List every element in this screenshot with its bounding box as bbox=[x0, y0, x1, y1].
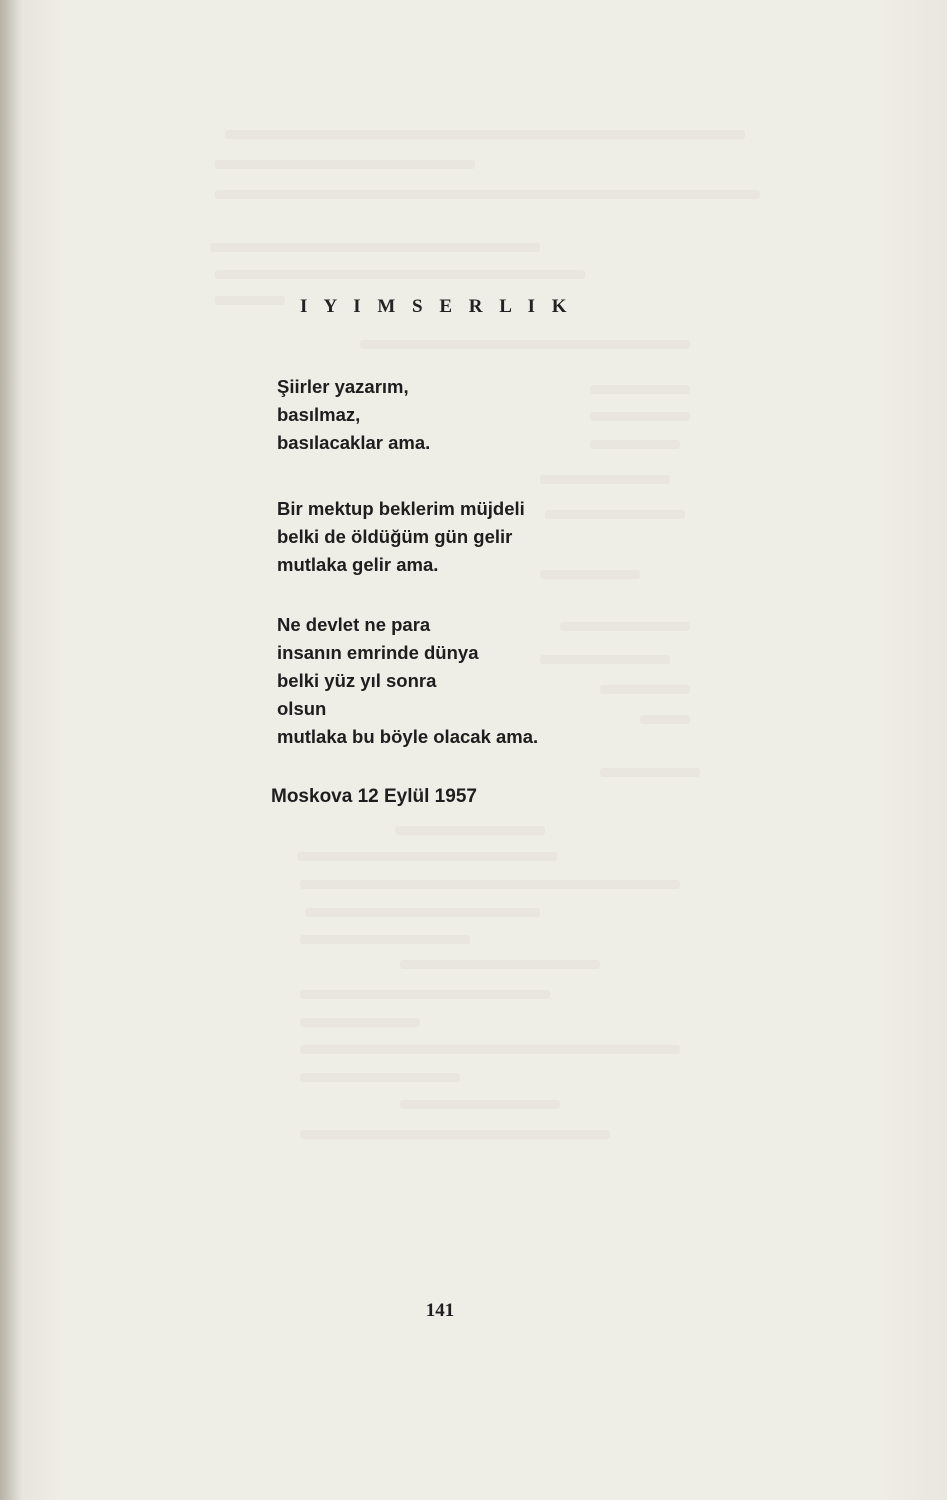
stanza-1 bbox=[277, 373, 430, 457]
poem-line: Ne devlet ne para bbox=[277, 614, 431, 635]
stanza-2 bbox=[277, 495, 525, 579]
poem-line: basılacaklar ama. bbox=[277, 432, 431, 453]
poem-line: Bir mektup beklerim müjdeli bbox=[277, 498, 525, 519]
poem-line: mutlaka bu böyle olacak ama. bbox=[277, 726, 539, 747]
poem-line: mutlaka gelir ama. bbox=[277, 554, 439, 575]
binding-shadow bbox=[0, 0, 22, 1500]
poem-line: belki yüz yıl sonra bbox=[277, 670, 437, 691]
poem-place-date: Moskova 12 Eylül 1957 bbox=[271, 786, 477, 807]
stanza-3 bbox=[277, 611, 538, 751]
poem-line: Şiirler yazarım, bbox=[277, 376, 409, 397]
poem-title: I Y I M S E R L I K bbox=[300, 296, 573, 317]
poem-line: basılmaz, bbox=[277, 404, 361, 425]
poem-line: olsun bbox=[277, 698, 327, 719]
poem-line: belki de öldüğüm gün gelir bbox=[277, 526, 513, 547]
page-number: 141 bbox=[425, 1300, 455, 1321]
poem-line: insanın emrinde dünya bbox=[277, 642, 479, 663]
